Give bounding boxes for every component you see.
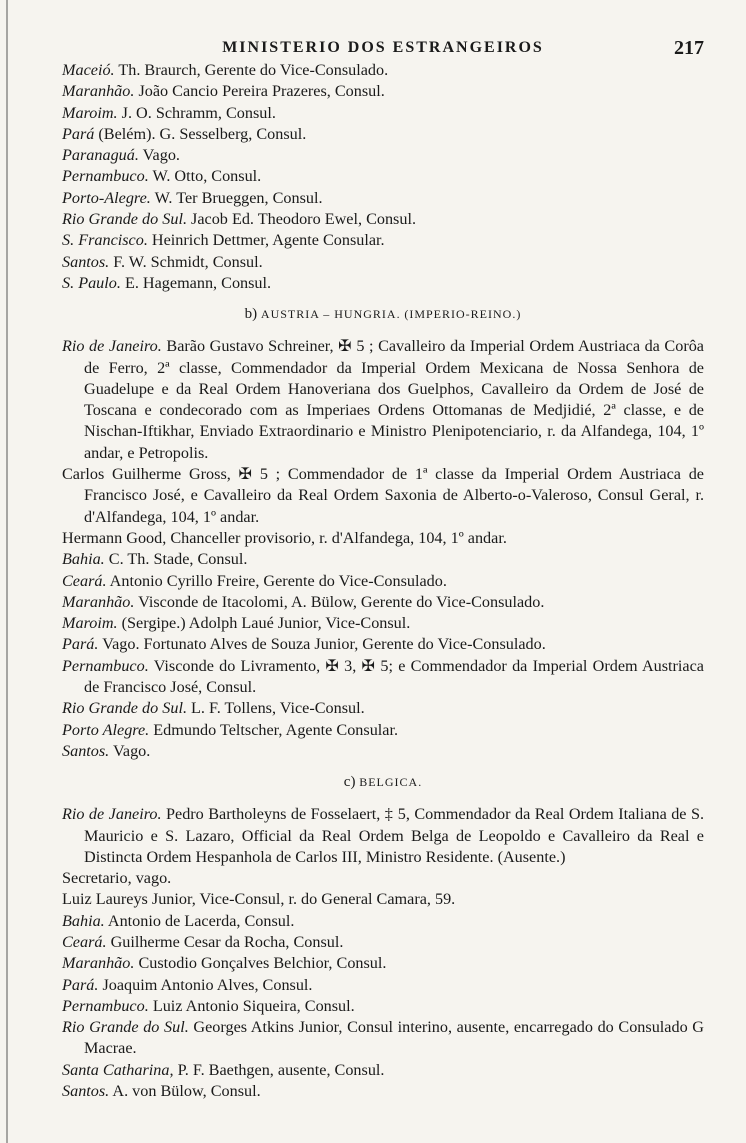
entry-text: Secretario, vago. (62, 869, 172, 888)
entry-text: Custodio Gonçalves Belchior, Consul. (138, 954, 387, 973)
entry-text: Guilherme Cesar da Rocha, Consul. (110, 932, 344, 951)
entry-text: Vago. Fortunato Alves de Souza Junior, Gerente do Vice-Consulado. (102, 635, 546, 654)
entry-location: Maranhão. (62, 82, 135, 101)
list-item (62, 230, 704, 251)
entry-text: Vago. (113, 741, 151, 760)
entry-location: Bahia. (62, 911, 105, 930)
entry-text: (Sergipe.) Adolph Laué Junior, Vice-Consul. (121, 614, 411, 633)
list-item (62, 273, 704, 294)
list-item (62, 464, 704, 528)
list-item (62, 1081, 704, 1102)
list-item (62, 60, 704, 81)
list-item (62, 656, 704, 699)
entry-location: Paranaguá. (62, 146, 139, 165)
section-austria-hungria (62, 336, 704, 762)
list-item (62, 953, 704, 974)
page-number: 217 (674, 37, 704, 59)
section-belgica (62, 804, 704, 1102)
list-item (62, 571, 704, 592)
entry-text: Hermann Good, Chanceller provisorio, r. d'Alfandega, 104, 1º andar. (62, 528, 507, 547)
entry-text: Luiz Laureys Junior, Vice-Consul, r. do General Camara, 59. (62, 890, 456, 909)
list-item (62, 209, 704, 230)
entry-text: Visconde de Itacolomi, A. Bülow, Gerente do Vice-Consulado. (138, 592, 545, 611)
page-header (62, 36, 704, 60)
entry-location: Porto-Alegre. (62, 188, 151, 207)
list-item (62, 868, 704, 889)
list-item (62, 1017, 704, 1060)
entry-text: Antonio de Lacerda, Consul. (107, 911, 295, 930)
list-item (62, 592, 704, 613)
entry-text: W. Ter Brueggen, Consul. (154, 188, 323, 207)
list-item (62, 975, 704, 996)
section-c-title: BELGICA. (359, 775, 423, 790)
list-item (62, 81, 704, 102)
list-item (62, 996, 704, 1017)
entry-location: Rio Grande do Sul. (62, 699, 187, 718)
list-item (62, 889, 704, 910)
entry-text: C. Th. Stade, Consul. (108, 550, 248, 569)
entry-text: Joaquim Antonio Alves, Consul. (102, 975, 313, 994)
list-item (62, 103, 704, 124)
entry-text: Jacob Ed. Theodoro Ewel, Consul. (191, 210, 416, 229)
entry-location: Maranhão. (62, 592, 135, 611)
entry-text: (Belém). G. Sesselberg, Consul. (98, 124, 307, 143)
list-item (62, 145, 704, 166)
section-b-heading (62, 304, 704, 324)
entry-location: Maceió. (62, 61, 115, 79)
entry-text: Edmundo Teltscher, Agente Consular. (153, 720, 399, 739)
list-item (62, 741, 704, 762)
entry-location: Pernambuco. (62, 656, 149, 675)
entry-text: Heinrich Dettmer, Agente Consular. (151, 231, 385, 250)
list-item (62, 166, 704, 187)
entry-text: Georges Atkins Junior, Consul interino, ausente, encarregado do Consulado G Macrae. (84, 1018, 704, 1058)
entry-location: Maranhão. (62, 954, 135, 973)
entry-location: Porto Alegre. (62, 720, 150, 739)
entry-text: F. W. Schmidt, Consul. (113, 252, 263, 271)
entry-text: Luiz Antonio Siqueira, Consul. (152, 996, 355, 1015)
entry-text: Barão Gustavo Schreiner, ✠ 5 ; Cavalleiro da Imperial Ordem Austriaca da Corôa de Ferro, 2ª classe, Commendador da Imperial Ordem Mexicana de Nossa Senhora de Guadelupe e da Real Ordem Hanoveriana dos Guelphos, Cavalleiro da Ordem de José de Toscana e condecorado com as Imperiaes Ordens Ottomanas de Medjidié, 2ª classe, e de Nischan-Iftikhar, Enviado Extraordinario e Ministro Plenipotenciario, r. da Alfandega, 104, 1º andar, e Petropolis. (84, 337, 704, 462)
entry-location: Pará (62, 124, 95, 143)
entry-text: A. von Bülow, Consul. (112, 1082, 261, 1101)
section-b-subtitle: (IMPERIO-REINO.) (404, 307, 522, 322)
entry-location: Ceará. (62, 571, 107, 590)
entry-text: L. F. Tollens, Vice-Consul. (191, 699, 365, 718)
entry-text: Pedro Bartholeyns de Fosselaert, ‡ 5, Commendador da Real Ordem Italiana de S. Mauricio e S. Lazaro, Official da Real Ordem Belga de Leopoldo e Cavalleiro da Real e Distincta Ordem Hespanhola de Carlos III, Ministro Residente. (Ausente.) (84, 805, 704, 866)
list-item (62, 720, 704, 741)
page-edge-shadow (6, 0, 8, 1143)
section-c-label: c) (343, 774, 356, 791)
entry-text: Carlos Guilherme Gross, ✠ 5 ; Commendador de 1ª classe da Imperial Ordem Austriaca de Francisco José, e Cavalleiro da Real Ordem Saxonia de Alberto-o-Valeroso, Consul Geral, r. d'Alfandega, 104, 1º andar. (62, 465, 704, 526)
entry-location: Santos. (62, 1082, 110, 1101)
list-item (62, 613, 704, 634)
entry-location: Maroim. (62, 103, 118, 122)
section-germany-consulates (62, 60, 704, 294)
section-c-heading (62, 772, 704, 792)
entry-text: P. F. Baethgen, ausente, Consul. (177, 1060, 385, 1079)
list-item (62, 336, 704, 464)
list-item (62, 932, 704, 953)
list-item (62, 528, 704, 549)
list-item (62, 549, 704, 570)
entry-location: Pernambuco. (62, 996, 149, 1015)
entry-location: Bahia. (62, 550, 105, 569)
entry-text: W. Otto, Consul. (152, 167, 262, 186)
page-title: MINISTERIO DOS ESTRANGEIROS (222, 39, 544, 56)
list-item (62, 804, 704, 868)
list-item (62, 124, 704, 145)
list-item (62, 911, 704, 932)
entry-location: Pernambuco. (62, 167, 149, 186)
entry-location: Santos. (62, 741, 110, 760)
entry-text: E. Hagemann, Consul. (124, 273, 272, 292)
entry-location: Santa Catharina, (62, 1060, 174, 1079)
entry-location: Rio Grande do Sul. (62, 1018, 189, 1037)
entry-location: Rio de Janeiro. (62, 337, 162, 356)
entry-location: Ceará. (62, 932, 107, 951)
entry-location: Pará. (62, 975, 99, 994)
entry-location: S. Francisco. (62, 231, 148, 250)
list-item (62, 188, 704, 209)
entry-text: Visconde do Livramento, ✠ 3, ✠ 5; e Commendador da Imperial Ordem Austriaca de Francisco José, Consul. (84, 656, 704, 697)
entry-text: Antonio Cyrillo Freire, Gerente do Vice-Consulado. (109, 571, 447, 590)
entry-location: Rio de Janeiro. (62, 805, 162, 824)
entry-location: Santos. (62, 252, 110, 271)
list-item (62, 698, 704, 719)
entry-text: Vago. (142, 146, 180, 165)
section-b-title: AUSTRIA – HUNGRIA. (260, 307, 401, 322)
list-item (62, 1060, 704, 1081)
entry-location: Pará. (62, 635, 99, 654)
entry-location: Maroim. (62, 614, 118, 633)
entry-text: Th. Braurch, Gerente do Vice-Consulado. (118, 61, 389, 79)
list-item (62, 634, 704, 655)
entry-location: Rio Grande do Sul. (62, 210, 187, 229)
section-b-label: b) (244, 306, 258, 323)
list-item (62, 252, 704, 273)
entry-text: J. O. Schramm, Consul. (121, 103, 276, 122)
entry-location: S. Paulo. (62, 273, 121, 292)
entry-text: João Cancio Pereira Prazeres, Consul. (138, 82, 385, 101)
